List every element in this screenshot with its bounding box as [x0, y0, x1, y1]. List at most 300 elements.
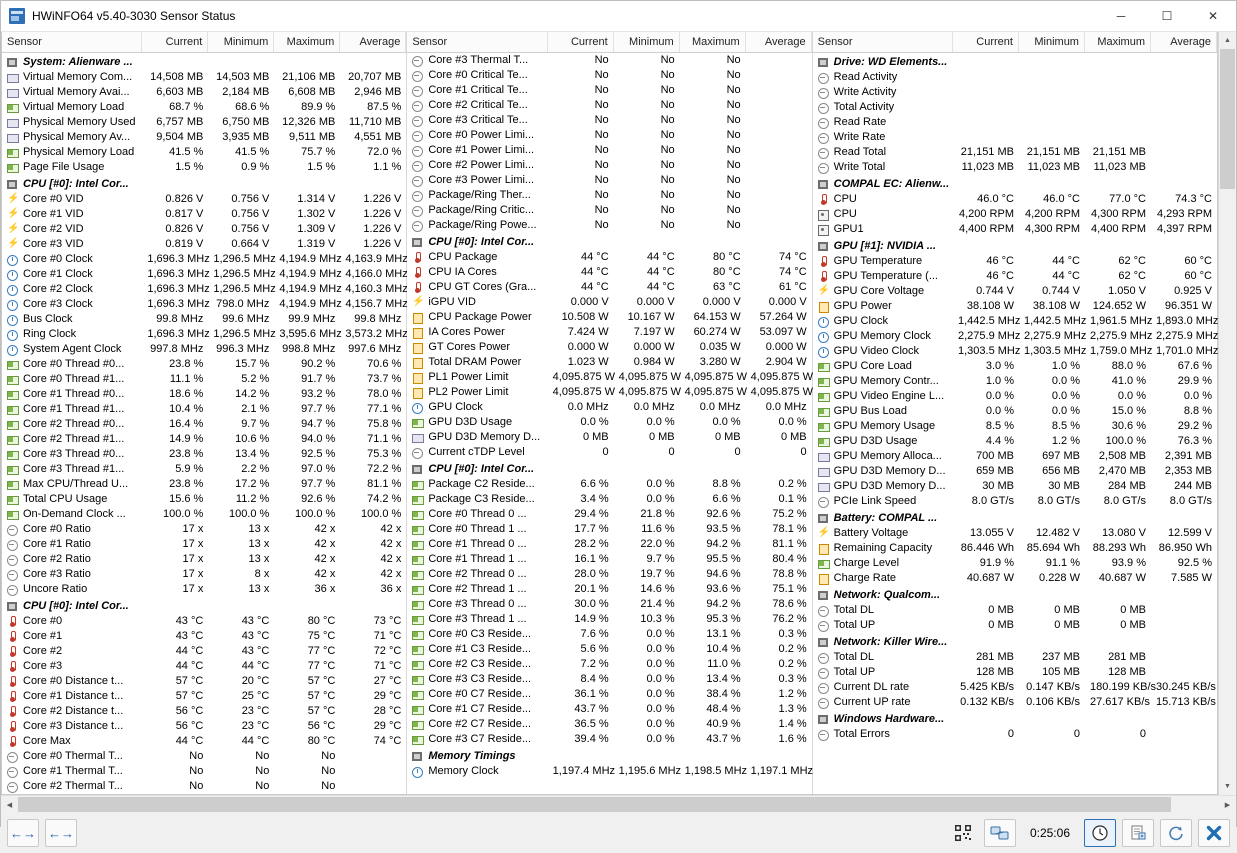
sensor-name-cell	[2, 402, 142, 417]
header-sensor[interactable]: Sensor	[813, 32, 953, 52]
current-value: 28.0 %	[574, 568, 609, 580]
sensor-row[interactable]	[2, 222, 406, 237]
average-value: 29.9 %	[1177, 375, 1212, 387]
sensor-list-3[interactable]	[813, 53, 1217, 794]
current-value: 43 °C	[175, 615, 204, 627]
minimum-value: 100.0 %	[228, 508, 270, 520]
sensor-row[interactable]	[2, 764, 406, 779]
sensor-row[interactable]	[407, 218, 811, 233]
sensor-row[interactable]	[813, 344, 1217, 359]
average-value: 92.5 %	[1177, 557, 1212, 569]
sensor-row[interactable]	[813, 299, 1217, 314]
sensor-row[interactable]	[2, 674, 406, 689]
header-average[interactable]: Average	[340, 32, 406, 52]
minimum-value: 1.0 %	[1051, 360, 1080, 372]
grpi-icon	[818, 714, 829, 725]
sensor-row[interactable]	[407, 717, 811, 732]
sensor-row[interactable]	[2, 432, 406, 447]
sensor-group-row[interactable]	[813, 511, 1217, 526]
minimum-value: 4,095.875 W	[618, 386, 682, 398]
sensor-row[interactable]	[2, 402, 406, 417]
sensor-row[interactable]	[2, 462, 406, 477]
sensor-row[interactable]	[813, 284, 1217, 299]
current-value: 0.0 %	[985, 390, 1014, 402]
sensor-row[interactable]	[407, 537, 811, 552]
sensor-row[interactable]	[813, 70, 1217, 85]
sensor-group-row[interactable]	[813, 712, 1217, 727]
sensor-row[interactable]	[2, 145, 406, 160]
sensor-name-cell	[2, 567, 142, 582]
report-button[interactable]	[1122, 819, 1154, 847]
average-value: 99.8 MHz	[354, 313, 402, 325]
sensor-row[interactable]	[407, 173, 811, 188]
sensor-row[interactable]	[407, 113, 811, 128]
sensor-row[interactable]	[813, 404, 1217, 419]
sensor-row[interactable]	[813, 389, 1217, 404]
sensor-row[interactable]	[2, 327, 406, 342]
sensor-group-row[interactable]	[813, 588, 1217, 603]
sensor-row[interactable]	[2, 447, 406, 462]
mem-icon	[818, 481, 829, 492]
sensor-group-row[interactable]	[2, 177, 406, 192]
sensor-column-2	[407, 32, 812, 794]
pct-icon	[7, 479, 18, 490]
sensor-row[interactable]	[2, 130, 406, 145]
fan-icon	[818, 209, 829, 220]
sensor-row[interactable]	[813, 526, 1217, 541]
sensor-row[interactable]	[407, 687, 811, 702]
average-value	[1151, 618, 1217, 633]
pwr-icon	[412, 312, 423, 323]
network-button[interactable]	[984, 819, 1016, 847]
sensor-row[interactable]	[813, 449, 1217, 464]
sensor-row[interactable]	[407, 188, 811, 203]
temp-icon	[7, 631, 18, 642]
sensor-row[interactable]	[407, 370, 814, 385]
maximum-value: 38.4 %	[706, 688, 741, 700]
minimum-value: 1,442.5 MHz	[1023, 315, 1087, 327]
sensor-row[interactable]	[2, 582, 406, 597]
mem-icon	[412, 432, 423, 443]
average-value: 0	[800, 446, 807, 458]
minimize-button[interactable]: ─	[1116, 9, 1126, 23]
sensor-row[interactable]	[2, 492, 406, 507]
dot-icon	[412, 145, 423, 156]
sensor-row[interactable]	[407, 158, 811, 173]
maximum-value: 75 °C	[307, 630, 336, 642]
sensor-row[interactable]	[2, 297, 406, 312]
sensor-row[interactable]	[813, 100, 1217, 115]
average-value: 1.226 V	[363, 193, 402, 205]
sensor-row[interactable]	[407, 203, 811, 218]
sensor-row[interactable]	[813, 359, 1217, 374]
maximum-value: 57 °C	[307, 675, 336, 687]
sensor-row[interactable]	[2, 160, 406, 175]
scroll-right-arrow[interactable]: ▶	[1224, 801, 1231, 809]
sensor-label: COMPAL EC: Alienw...	[833, 178, 950, 190]
sensor-row[interactable]	[2, 237, 406, 252]
sensor-label: PCIe Link Speed	[833, 495, 917, 507]
sensor-row[interactable]	[2, 70, 406, 85]
scroll-up-arrow[interactable]: ▲	[1219, 32, 1236, 49]
maximum-value: 6,608 MB	[288, 86, 336, 98]
sensor-row[interactable]	[813, 665, 1217, 680]
sensor-row[interactable]	[813, 329, 1217, 344]
sensor-name-cell	[813, 712, 953, 727]
current-value: 40.687 W	[966, 572, 1014, 584]
header-average[interactable]: Average	[746, 32, 812, 52]
sensor-row[interactable]	[2, 252, 406, 267]
average-value	[340, 177, 406, 192]
sensor-label: Read Activity	[833, 71, 898, 83]
sensor-row[interactable]	[813, 541, 1217, 556]
sensor-row[interactable]	[407, 280, 811, 295]
sensor-row[interactable]	[407, 612, 811, 627]
maximum-value: 0.0 %	[712, 416, 741, 428]
average-value: 2,946 MB	[354, 86, 402, 98]
maximum-value: 94.2 %	[706, 598, 741, 610]
sensor-row[interactable]	[813, 695, 1217, 710]
sensor-row[interactable]	[407, 642, 811, 657]
sensor-row[interactable]	[407, 98, 811, 113]
close-app-button[interactable]	[1198, 819, 1230, 847]
pct-icon	[412, 494, 423, 505]
minimum-value: 1,296.5 MHz	[213, 328, 276, 340]
minimum-value: No	[660, 54, 675, 66]
current-value: 44 °C	[581, 266, 609, 278]
sensor-row[interactable]	[407, 507, 811, 522]
sensor-row[interactable]	[407, 764, 814, 779]
sensor-name-cell	[2, 614, 142, 629]
sensor-row[interactable]	[2, 85, 406, 100]
minimum-value: 0.147 KB/s	[1026, 681, 1080, 693]
sensor-row[interactable]	[813, 464, 1217, 479]
sensor-row[interactable]	[2, 537, 406, 552]
sensor-group-row[interactable]	[813, 635, 1217, 650]
header-minimum[interactable]: Minimum	[614, 32, 680, 52]
sensor-group-row[interactable]	[813, 239, 1217, 254]
horizontal-scrollbar[interactable]	[1, 795, 1236, 813]
average-value: 997.6 MHz	[348, 343, 402, 355]
maximum-value: No	[321, 765, 336, 777]
sensor-label: Core #3 C3 Reside...	[428, 673, 532, 685]
sensor-row[interactable]	[2, 477, 406, 492]
header-maximum[interactable]: Maximum	[274, 32, 340, 52]
sensor-row[interactable]	[407, 582, 811, 597]
nav-prev-button[interactable]	[7, 819, 39, 847]
maximum-value: No	[726, 84, 741, 96]
close-button[interactable]: ✕	[1207, 9, 1219, 23]
sensor-label: GPU Memory Contr...	[833, 375, 939, 387]
sensor-row[interactable]	[2, 357, 406, 372]
header-minimum[interactable]: Minimum	[1019, 32, 1085, 52]
sensor-label: Core #2	[23, 645, 63, 657]
header-current[interactable]: Current	[953, 32, 1019, 52]
sensor-label: Core #3 Thread 0 ...	[428, 598, 527, 610]
minimum-value: No	[660, 129, 675, 141]
sensor-name-cell	[2, 477, 142, 492]
sensor-row[interactable]	[407, 83, 811, 98]
sensor-row[interactable]	[407, 325, 811, 340]
sensor-row[interactable]	[407, 597, 811, 612]
average-value: 70.6 %	[367, 358, 402, 370]
sensor-group-row[interactable]	[407, 235, 811, 250]
header-minimum[interactable]: Minimum	[208, 32, 274, 52]
sensor-row[interactable]	[813, 145, 1217, 160]
sensor-name-cell	[407, 687, 547, 702]
current-value	[548, 462, 614, 477]
sensor-row[interactable]	[2, 659, 406, 674]
dot-icon	[818, 697, 829, 708]
current-value	[142, 177, 208, 192]
sensor-row[interactable]	[813, 603, 1217, 618]
sensor-name-cell	[407, 83, 547, 98]
sensor-label: Memory Timings	[428, 750, 516, 762]
dot-icon	[7, 569, 18, 580]
minimum-value: 15.7 %	[235, 358, 270, 370]
sensor-row[interactable]	[813, 269, 1217, 284]
clock-button[interactable]	[1084, 819, 1116, 847]
sensor-row[interactable]	[407, 68, 811, 83]
sensor-label: Core #3 Clock	[23, 298, 93, 310]
sensor-row[interactable]	[407, 250, 811, 265]
sensor-row[interactable]	[813, 85, 1217, 100]
qr-code-button[interactable]	[948, 820, 978, 846]
maximize-button[interactable]: ☐	[1161, 9, 1173, 23]
minimum-value: 30 MB	[1048, 480, 1080, 492]
sensor-row[interactable]	[407, 430, 811, 445]
sensor-row[interactable]	[407, 385, 814, 400]
average-value: 29.2 %	[1177, 420, 1212, 432]
sensor-name-cell	[813, 344, 953, 359]
sensor-row[interactable]	[2, 372, 406, 387]
average-value	[746, 158, 812, 173]
header-average[interactable]: Average	[1151, 32, 1217, 52]
sensor-name-cell	[407, 250, 547, 265]
sensor-list-2[interactable]	[407, 53, 814, 794]
current-value: 17 x	[182, 568, 204, 580]
pct-icon	[412, 569, 423, 580]
sensor-group-row[interactable]	[407, 749, 811, 764]
maximum-value: 3.280 W	[699, 356, 741, 368]
sensor-label: Read Rate	[833, 116, 887, 128]
header-maximum[interactable]: Maximum	[1085, 32, 1151, 52]
current-value: 44 °C	[175, 660, 204, 672]
maximum-value: 284 MB	[1108, 480, 1146, 492]
sensor-label: Core #0	[23, 615, 63, 627]
sensor-row[interactable]	[813, 571, 1217, 586]
average-value: 4,156.7 MHz	[345, 298, 408, 310]
sensor-row[interactable]	[2, 779, 406, 794]
average-value	[1151, 239, 1217, 254]
sensor-name-cell	[813, 541, 953, 556]
sensor-row[interactable]	[2, 282, 406, 297]
sensor-row[interactable]	[407, 415, 811, 430]
sensor-row[interactable]	[407, 310, 811, 325]
sensor-row[interactable]	[2, 207, 406, 222]
sensor-row[interactable]	[407, 128, 811, 143]
sensor-row[interactable]	[813, 130, 1217, 145]
sensor-row[interactable]	[2, 387, 406, 402]
sensor-row[interactable]	[407, 355, 811, 370]
sensor-row[interactable]	[813, 727, 1217, 742]
sensor-row[interactable]	[813, 556, 1217, 571]
minimum-value: 0.9 %	[241, 161, 270, 173]
sensor-group-row[interactable]	[813, 55, 1217, 70]
vertical-scroll-thumb[interactable]	[1220, 49, 1235, 189]
header-maximum[interactable]: Maximum	[680, 32, 746, 52]
minimum-value: 656 MB	[1042, 465, 1080, 477]
sensor-label: iGPU VID	[428, 296, 477, 308]
sensor-row[interactable]	[2, 507, 406, 522]
sensor-label: Core #1 Thread 0 ...	[428, 538, 527, 550]
minimum-value: 21.8 %	[640, 508, 675, 520]
sensor-row[interactable]	[2, 522, 406, 537]
sensor-row[interactable]	[2, 734, 406, 749]
vertical-scroll-track[interactable]	[1219, 49, 1236, 778]
sensor-group-row[interactable]	[813, 177, 1217, 192]
sensor-row[interactable]	[813, 115, 1217, 130]
sensor-label: Core #2 Ratio	[23, 553, 91, 565]
sensor-row[interactable]	[813, 314, 1217, 329]
sensor-row[interactable]	[407, 492, 811, 507]
sensor-group-row[interactable]	[2, 599, 406, 614]
nav-next-button[interactable]	[45, 819, 77, 847]
minimum-value	[1019, 55, 1085, 70]
sensor-row[interactable]	[813, 192, 1217, 207]
sensor-row[interactable]	[2, 629, 406, 644]
average-value: 244 MB	[1174, 480, 1212, 492]
sensor-row[interactable]	[407, 522, 811, 537]
maximum-value: 56 °C	[307, 720, 336, 732]
average-value: 27 °C	[373, 675, 402, 687]
sensor-row[interactable]	[813, 479, 1217, 494]
pct-icon	[412, 629, 423, 640]
current-value: 0.826 V	[165, 193, 204, 205]
sensor-row[interactable]	[2, 342, 406, 357]
sensor-row[interactable]	[2, 689, 406, 704]
sensor-row[interactable]	[407, 400, 811, 415]
sensor-name-cell	[2, 522, 142, 537]
sensor-row[interactable]	[407, 53, 811, 68]
arrows-right-icon: ←→	[48, 825, 74, 841]
sensor-row[interactable]	[2, 719, 406, 734]
maximum-value	[274, 177, 340, 192]
scroll-left-arrow[interactable]: ◀	[6, 801, 13, 809]
sensor-row[interactable]	[813, 618, 1217, 633]
sensor-row[interactable]	[2, 417, 406, 432]
sensor-row[interactable]	[2, 312, 406, 327]
sensor-row[interactable]	[813, 434, 1217, 449]
sensor-row[interactable]	[407, 295, 811, 310]
sensor-row[interactable]	[407, 552, 811, 567]
sensor-group-row[interactable]	[407, 462, 811, 477]
sensor-row[interactable]	[2, 704, 406, 719]
sensor-row[interactable]	[407, 702, 811, 717]
sensor-name-cell	[2, 177, 142, 192]
sensor-row[interactable]	[813, 222, 1217, 237]
header-sensor[interactable]: Sensor	[2, 32, 142, 52]
header-current[interactable]: Current	[142, 32, 208, 52]
sensor-row[interactable]	[2, 552, 406, 567]
maximum-value: 3,595.6 MHz	[279, 328, 342, 340]
sensor-row[interactable]	[2, 567, 406, 582]
maximum-value: 75.7 %	[301, 146, 336, 158]
sensor-row[interactable]	[813, 374, 1217, 389]
sensor-row[interactable]	[813, 160, 1217, 175]
pct-icon	[818, 391, 829, 402]
sensor-row[interactable]	[2, 749, 406, 764]
volt-icon	[412, 297, 423, 308]
sensor-row[interactable]	[2, 267, 406, 282]
sensor-row[interactable]	[407, 340, 811, 355]
sensor-label: Core #3	[23, 660, 63, 672]
current-value: 5.6 %	[580, 643, 609, 655]
maximum-value: 92.6 %	[706, 508, 741, 520]
sensor-row[interactable]	[407, 143, 811, 158]
sensor-row[interactable]	[407, 445, 811, 460]
average-value: 72 °C	[373, 645, 402, 657]
sensor-row[interactable]	[813, 207, 1217, 222]
sensor-row[interactable]	[813, 650, 1217, 665]
current-value: 44 °C	[175, 645, 204, 657]
horizontal-scroll-track[interactable]	[18, 796, 1219, 813]
vertical-scrollbar[interactable]	[1218, 32, 1236, 795]
sensor-row[interactable]	[813, 419, 1217, 434]
sensor-list-1[interactable]	[2, 53, 406, 794]
header-sensor[interactable]: Sensor	[407, 32, 547, 52]
sensor-row[interactable]	[2, 100, 406, 115]
header-current[interactable]: Current	[548, 32, 614, 52]
sensor-row[interactable]	[407, 265, 811, 280]
sensor-row[interactable]	[407, 657, 811, 672]
current-value: 14.9 %	[574, 613, 609, 625]
sensor-label: Core #2 C7 Reside...	[428, 718, 532, 730]
maximum-value: 8.0 GT/s	[1103, 495, 1146, 507]
sensor-row[interactable]	[813, 254, 1217, 269]
sensor-group-row[interactable]	[2, 55, 406, 70]
sensor-row[interactable]	[407, 732, 811, 747]
sensor-row[interactable]	[2, 192, 406, 207]
sensor-row[interactable]	[2, 644, 406, 659]
sensor-row[interactable]	[813, 680, 1217, 695]
sensor-row[interactable]	[2, 614, 406, 629]
sensor-row[interactable]	[407, 672, 811, 687]
horizontal-scroll-thumb[interactable]	[18, 797, 1171, 812]
average-value: 61 °C	[779, 281, 807, 293]
sensor-row[interactable]	[407, 477, 811, 492]
sensor-row[interactable]	[813, 494, 1217, 509]
sensor-name-cell	[407, 445, 547, 460]
sensor-label: CPU IA Cores	[428, 266, 497, 278]
sensor-name-cell	[813, 284, 953, 299]
average-value	[1151, 635, 1217, 650]
minimum-value: 0.0 %	[646, 718, 675, 730]
maximum-value: 97.7 %	[301, 478, 336, 490]
scroll-down-arrow[interactable]: ▼	[1219, 778, 1236, 795]
average-value	[746, 143, 812, 158]
maximum-value: 80 °C	[713, 251, 741, 263]
sensor-label: Core #0 Thread 0 ...	[428, 508, 527, 520]
minimum-value: 0.756 V	[231, 193, 270, 205]
minimum-value: 1.2 %	[1051, 435, 1080, 447]
sensor-row[interactable]	[2, 115, 406, 130]
maximum-value: 0	[1139, 728, 1146, 740]
sensor-row[interactable]	[407, 627, 811, 642]
refresh-button[interactable]	[1160, 819, 1192, 847]
sensor-row[interactable]	[407, 567, 811, 582]
maximum-value: No	[726, 144, 741, 156]
